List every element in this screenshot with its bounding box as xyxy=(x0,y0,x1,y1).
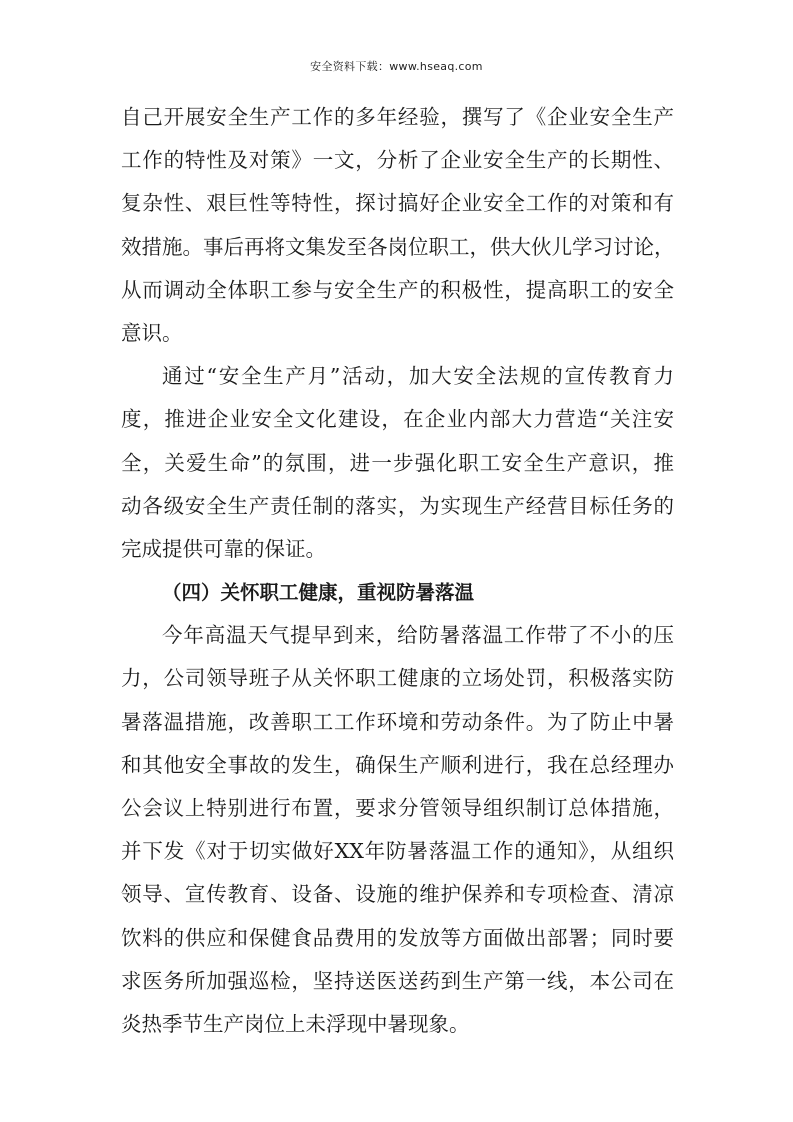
paragraph-3-line-1: 今年高温天气提早到来，给防暑落温工作带了不小的压 xyxy=(162,623,674,648)
paragraph-3-line-2: 力，公司领导班子从关怀职工健康的立场处罚，积极落实防 xyxy=(121,666,674,691)
paragraph-1-line-2: 工作的特性及对策》一文，分析了企业安全生产的长期性、 xyxy=(121,148,674,173)
paragraph-3-line-10: 炎热季节生产岗位上未浮现中暑现象。 xyxy=(121,1011,470,1036)
paragraph-2-line-1: 通过“安全生产月”活动，加大安全法规的宣传教育力 xyxy=(162,364,674,389)
page-header: 安全资料下载：www.hseaq.com xyxy=(310,60,483,73)
paragraph-1-line-6: 意识。 xyxy=(121,320,183,345)
paragraph-2-line-3: 全，关爱生命”的氛围，进一步强化职工安全生产意识，推 xyxy=(121,450,674,475)
paragraph-1-line-3: 复杂性、艰巨性等特性，探讨搞好企业安全工作的对策和有 xyxy=(121,191,674,216)
paragraph-3-line-3: 暑落温措施，改善职工工作环境和劳动条件。为了防止中暑 xyxy=(121,709,674,734)
paragraph-3-line-5: 公会议上特别进行布置，要求分管领导组织制订总体措施， xyxy=(121,796,674,820)
paragraph-3-line-8: 饮料的供应和保健食品费用的发放等方面做出部署；同时要 xyxy=(121,925,674,950)
paragraph-2-line-2: 度，推进企业安全文化建设，在企业内部大力营造“关注安 xyxy=(121,407,674,432)
document-body xyxy=(121,96,674,1046)
paragraph-3-line-7: 领导、宣传教育、设备、设施的维护保养和专项检查、清凉 xyxy=(121,882,674,907)
paragraph-3-line-9: 求医务所加强巡检，坚持送医送药到生产第一线，本公司在 xyxy=(121,968,674,993)
paragraph-3-line-4: 和其他安全事故的发生，确保生产顺利进行，我在总经理办 xyxy=(121,752,674,777)
paragraph-1-line-1: 自己开展安全生产工作的多年经验，撰写了《企业安全生产 xyxy=(121,105,674,129)
paragraph-2-line-5: 完成提供可靠的保证。 xyxy=(121,536,326,561)
paragraph-1-line-4: 效措施。事后再将文集发至各岗位职工，供大伙儿学习讨论， xyxy=(121,234,674,259)
paragraph-1-line-5: 从而调动全体职工参与安全生产的积极性，提高职工的安全 xyxy=(121,277,674,302)
paragraph-2-line-4: 动各级安全生产责任制的落实，为实现生产经营目标任务的 xyxy=(121,493,674,518)
section-heading: （四）关怀职工健康，重视防暑落温 xyxy=(162,581,475,605)
paragraph-3-line-6: 并下发《对于切实做好XX年防暑落温工作的通知》，从组织 xyxy=(121,839,674,864)
